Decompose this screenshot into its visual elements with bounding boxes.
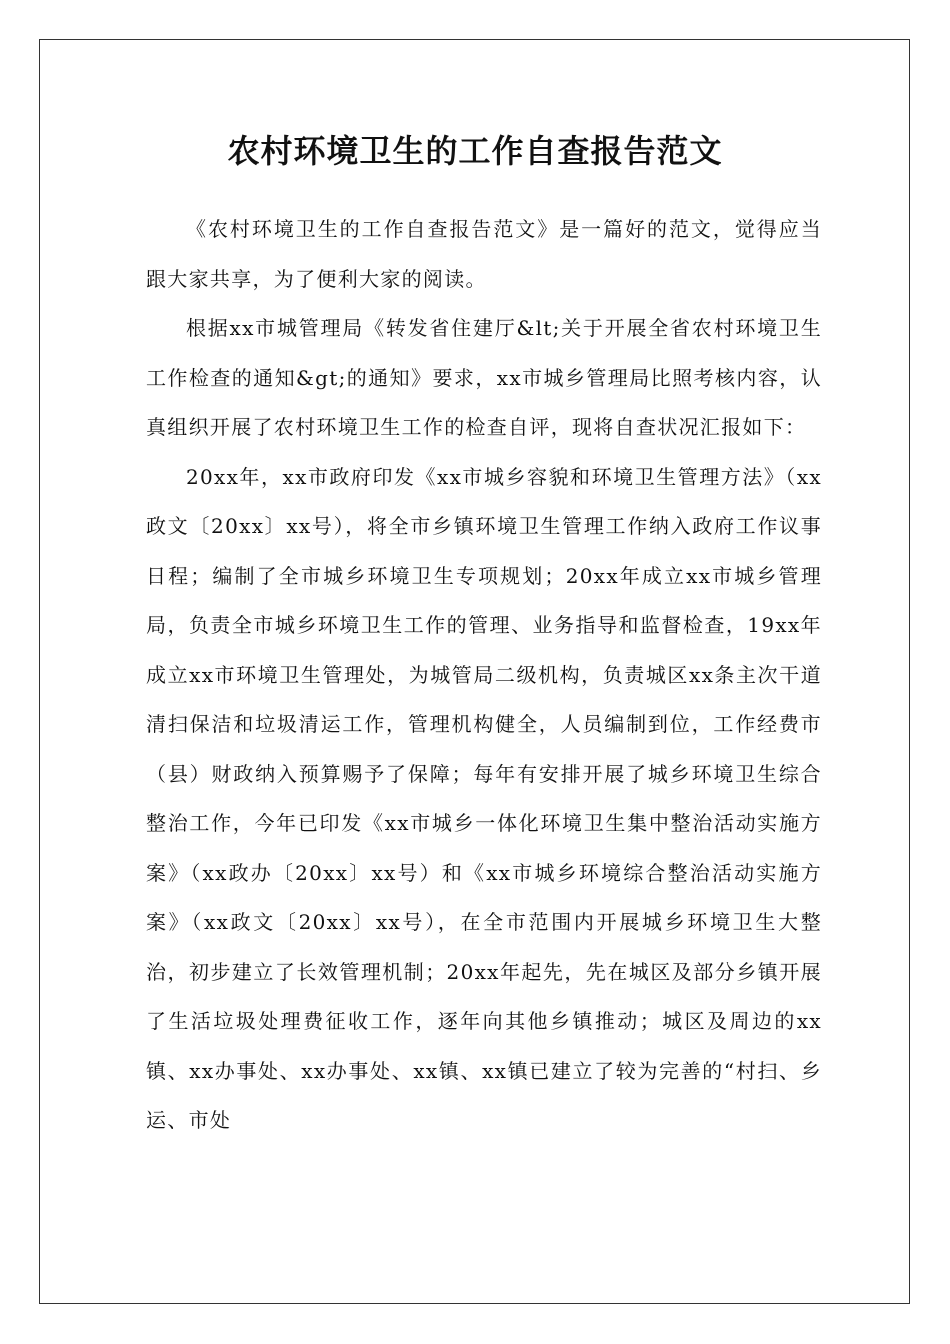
paragraph-intro: 《农村环境卫生的工作自查报告范文》是一篇好的范文，觉得应当跟大家共享，为了便利大家的阅读。 — [146, 217, 822, 291]
document-title: 农村环境卫生的工作自查报告范文 — [227, 132, 723, 170]
paragraph-work-status: 20xx年，xx市政府印发《xx市城乡容貌和环境卫生管理方法》（xx政文〔20xx〕xx号），将全市乡镇环境卫生管理工作纳入政府工作议事日程；编制了全市城乡环境卫生专项规划；20xx年成立xx市城乡管理局，负责全市城乡环境卫生工作的管理、业务指导和监督检查，19xx年成立xx市环境卫生管理处，为城管局二级机构，负责城区xx条主次干道清扫保洁和垃圾清运工作，管理机构健全，人员编制到位，工作经费市（县）财政纳入预算赐予了保障；每年有安排开展了城乡环境卫生综合整治工作，今年已印发《xx市城乡一体化环境卫生集中整治活动实施方案》（xx政办〔20xx〕xx号）和《xx市城乡环境综合整治活动实施方案》（xx政文〔20xx〕xx号），在全市范围内开展城乡环境卫生大整治，初步建立了长效管理机制；20xx年起先，先在城区及部分乡镇开展了生活垃圾处理费征收工作，逐年向其他乡镇推动；城区及周边的xx镇、xx办事处、xx办事处、xx镇、xx镇已建立了较为完善的“村扫、乡运、市处 — [146, 464, 822, 1132]
document-body — [146, 205, 822, 1146]
paragraph-basis: 根据xx市城管理局《转发省住建厅&lt;关于开展全省农村环境卫生工作检查的通知&gt;的通知》要求，xx市城乡管理局比照考核内容，认真组织开展了农村环境卫生工作的检查自评，现将自查状况汇报如下： — [146, 316, 822, 439]
